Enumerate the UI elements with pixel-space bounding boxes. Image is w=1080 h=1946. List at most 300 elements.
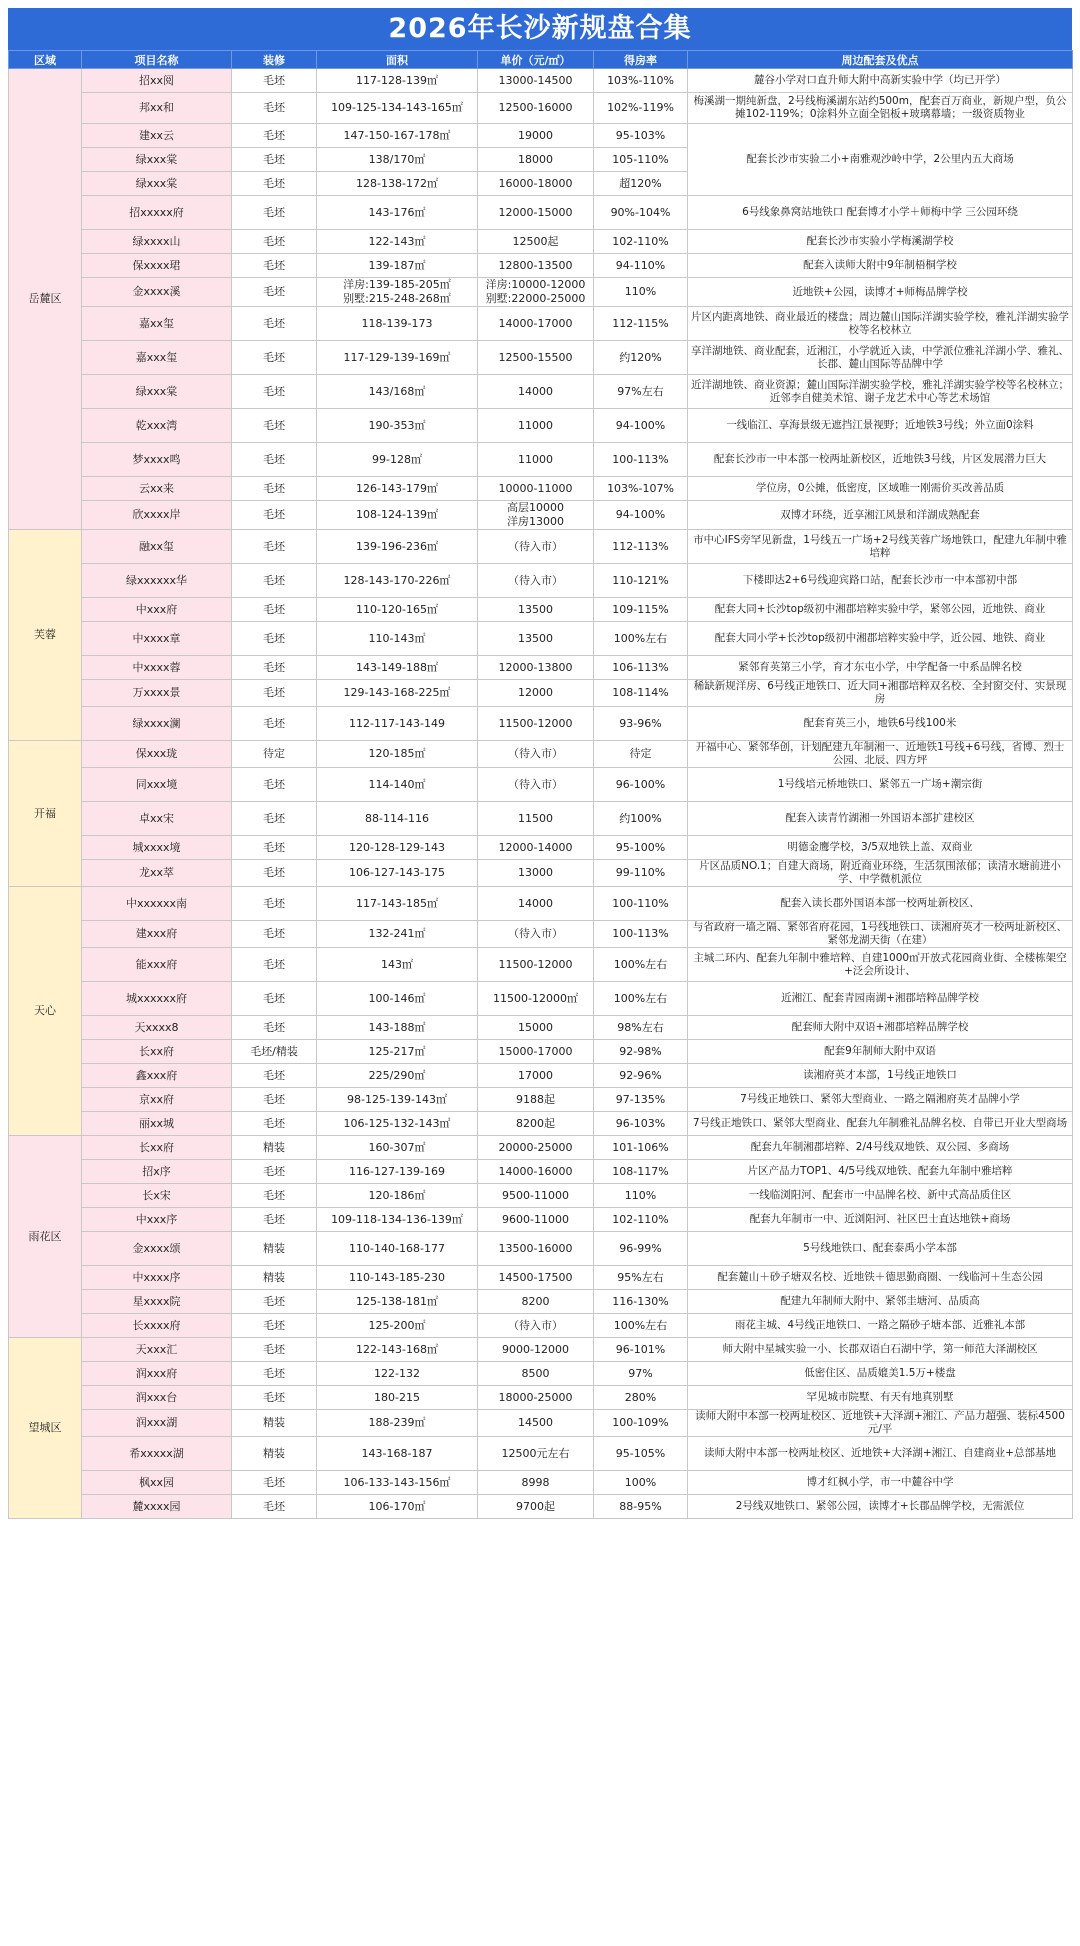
price-cell: 12000-15000 bbox=[478, 196, 594, 230]
ratio-cell: 100-109% bbox=[594, 1410, 688, 1437]
area-cell: 122-132 bbox=[317, 1362, 478, 1386]
decoration-cell: 毛坯 bbox=[232, 375, 317, 409]
price-cell: 13000-14500 bbox=[478, 69, 594, 93]
decoration-cell: 毛坯 bbox=[232, 680, 317, 707]
project-name-cell: 招x序 bbox=[82, 1160, 232, 1184]
listing-row bbox=[9, 1495, 1073, 1519]
decoration-cell: 毛坯 bbox=[232, 477, 317, 501]
project-name-cell: 能xxx府 bbox=[82, 948, 232, 982]
feature-cell: 罕见城市院墅、有天有地真别墅 bbox=[688, 1386, 1073, 1410]
ratio-cell: 95-105% bbox=[594, 1437, 688, 1471]
project-name-cell: 中xxx府 bbox=[82, 598, 232, 622]
feature-cell: 师大附中星城实验一小、长郡双语白石湖中学，第一师范大泽湖校区 bbox=[688, 1338, 1073, 1362]
price-cell: 19000 bbox=[478, 124, 594, 148]
price-cell: 11500 bbox=[478, 802, 594, 836]
listing-row bbox=[9, 1232, 1073, 1266]
price-cell: （待入市） bbox=[478, 1314, 594, 1338]
ratio-cell: 约100% bbox=[594, 802, 688, 836]
listing-row bbox=[9, 278, 1073, 307]
listing-row bbox=[9, 768, 1073, 802]
project-name-cell: 城xxxxxx府 bbox=[82, 982, 232, 1016]
listing-row bbox=[9, 1112, 1073, 1136]
project-name-cell: 丽xx城 bbox=[82, 1112, 232, 1136]
area-cell: 116-127-139-169 bbox=[317, 1160, 478, 1184]
area-cell: 99-128㎡ bbox=[317, 443, 478, 477]
decoration-cell: 毛坯 bbox=[232, 1386, 317, 1410]
decoration-cell: 毛坯 bbox=[232, 802, 317, 836]
region-cell: 芙蓉 bbox=[9, 530, 82, 741]
decoration-cell: 毛坯 bbox=[232, 860, 317, 887]
price-cell: 9600-11000 bbox=[478, 1208, 594, 1232]
ratio-cell: 108-117% bbox=[594, 1160, 688, 1184]
price-cell: 14000-17000 bbox=[478, 307, 594, 341]
listing-row bbox=[9, 341, 1073, 375]
project-name-cell: 长xxxx府 bbox=[82, 1314, 232, 1338]
project-name-cell: 长xx府 bbox=[82, 1136, 232, 1160]
project-name-cell: 润xxx湖 bbox=[82, 1410, 232, 1437]
price-cell: 14500-17500 bbox=[478, 1266, 594, 1290]
feature-cell: 配套麓山＋砂子塘双名校、近地铁＋德思勤商圈、一线临河＋生态公园 bbox=[688, 1266, 1073, 1290]
feature-cell: 配套长沙市实验二小+南雅观沙岭中学，2公里内五大商场 bbox=[688, 124, 1073, 196]
ratio-cell: 98%左右 bbox=[594, 1016, 688, 1040]
project-name-cell: 金xxxx溪 bbox=[82, 278, 232, 307]
ratio-cell: 超120% bbox=[594, 172, 688, 196]
header-project: 项目名称 bbox=[82, 51, 232, 69]
feature-cell: 7号线正地铁口、紧邻大型商业、一路之隔湘府英才品牌小学 bbox=[688, 1088, 1073, 1112]
ratio-cell: 92-98% bbox=[594, 1040, 688, 1064]
area-cell: 147-150-167-178㎡ bbox=[317, 124, 478, 148]
area-cell: 128-143-170-226㎡ bbox=[317, 564, 478, 598]
header-area: 面积 bbox=[317, 51, 478, 69]
feature-cell: 一线临浏阳河、配套市一中品牌名校、新中式高品质住区 bbox=[688, 1184, 1073, 1208]
feature-cell: 开福中心、紧邻华创，计划配建九年制湘一、近地铁1号线+6号线，省博、烈士公园、北辰、四方坪 bbox=[688, 741, 1073, 768]
feature-cell: 5号线地铁口、配套泰禹小学本部 bbox=[688, 1232, 1073, 1266]
listing-row bbox=[9, 860, 1073, 887]
price-cell: （待入市） bbox=[478, 741, 594, 768]
listing-row bbox=[9, 1290, 1073, 1314]
project-name-cell: 龙xx萃 bbox=[82, 860, 232, 887]
ratio-cell: 100-113% bbox=[594, 921, 688, 948]
listing-row bbox=[9, 254, 1073, 278]
project-name-cell: 保xxxx珺 bbox=[82, 254, 232, 278]
area-cell: 188-239㎡ bbox=[317, 1410, 478, 1437]
price-cell: 10000-11000 bbox=[478, 477, 594, 501]
price-cell: 11500-12000 bbox=[478, 707, 594, 741]
decoration-cell: 毛坯 bbox=[232, 278, 317, 307]
decoration-cell: 毛坯 bbox=[232, 254, 317, 278]
area-cell: 98-125-139-143㎡ bbox=[317, 1088, 478, 1112]
price-cell: 11000 bbox=[478, 409, 594, 443]
ratio-cell: 110-121% bbox=[594, 564, 688, 598]
feature-cell: 近湘江、配套青园南湖+湘郡培粹品牌学校 bbox=[688, 982, 1073, 1016]
area-cell: 122-143㎡ bbox=[317, 230, 478, 254]
decoration-cell: 精装 bbox=[232, 1136, 317, 1160]
area-cell: 143-176㎡ bbox=[317, 196, 478, 230]
ratio-cell: 103%-110% bbox=[594, 69, 688, 93]
decoration-cell: 毛坯/精装 bbox=[232, 1040, 317, 1064]
project-name-cell: 鑫xxx府 bbox=[82, 1064, 232, 1088]
ratio-cell: 100%左右 bbox=[594, 1314, 688, 1338]
price-cell: 12500-15500 bbox=[478, 341, 594, 375]
ratio-cell: 94-100% bbox=[594, 501, 688, 530]
decoration-cell: 精装 bbox=[232, 1266, 317, 1290]
project-name-cell: 建xx云 bbox=[82, 124, 232, 148]
ratio-cell: 97-135% bbox=[594, 1088, 688, 1112]
area-cell: 143-168-187 bbox=[317, 1437, 478, 1471]
feature-cell: 片区内距离地铁、商业最近的楼盘；周边麓山国际洋湖实验学校，雅礼洋湖实验学校等名校林立 bbox=[688, 307, 1073, 341]
price-cell: 15000-17000 bbox=[478, 1040, 594, 1064]
project-name-cell: 绿xxxxxx华 bbox=[82, 564, 232, 598]
listing-row bbox=[9, 1160, 1073, 1184]
listing-row bbox=[9, 948, 1073, 982]
listing-row bbox=[9, 836, 1073, 860]
listing-row bbox=[9, 707, 1073, 741]
ratio-cell: 100-113% bbox=[594, 443, 688, 477]
area-cell: 88-114-116 bbox=[317, 802, 478, 836]
header-decoration: 装修 bbox=[232, 51, 317, 69]
decoration-cell: 毛坯 bbox=[232, 1290, 317, 1314]
listing-row bbox=[9, 409, 1073, 443]
project-name-cell: 城xxxx境 bbox=[82, 836, 232, 860]
ratio-cell: 100% bbox=[594, 1471, 688, 1495]
decoration-cell: 毛坯 bbox=[232, 1314, 317, 1338]
decoration-cell: 毛坯 bbox=[232, 148, 317, 172]
area-cell: 114-140㎡ bbox=[317, 768, 478, 802]
sheet-title: 2026年长沙新规盘合集 bbox=[8, 8, 1072, 50]
decoration-cell: 毛坯 bbox=[232, 836, 317, 860]
project-name-cell: 云xx来 bbox=[82, 477, 232, 501]
project-name-cell: 天xxxx8 bbox=[82, 1016, 232, 1040]
region-cell: 岳麓区 bbox=[9, 69, 82, 530]
decoration-cell: 毛坯 bbox=[232, 1184, 317, 1208]
listing-row bbox=[9, 1208, 1073, 1232]
area-cell: 106-133-143-156㎡ bbox=[317, 1471, 478, 1495]
area-cell: 106-127-143-175 bbox=[317, 860, 478, 887]
decoration-cell: 精装 bbox=[232, 1410, 317, 1437]
project-name-cell: 建xxx府 bbox=[82, 921, 232, 948]
ratio-cell: 约120% bbox=[594, 341, 688, 375]
feature-cell: 配套长沙市实验小学梅溪湖学校 bbox=[688, 230, 1073, 254]
feature-cell: 1号线培元桥地铁口、紧邻五一广场+潮宗街 bbox=[688, 768, 1073, 802]
feature-cell: 配套育英三小，地铁6号线100米 bbox=[688, 707, 1073, 741]
project-name-cell: 天xxx汇 bbox=[82, 1338, 232, 1362]
region-cell: 望城区 bbox=[9, 1338, 82, 1519]
project-name-cell: 融xx玺 bbox=[82, 530, 232, 564]
area-cell: 110-140-168-177 bbox=[317, 1232, 478, 1266]
price-cell: 9000-12000 bbox=[478, 1338, 594, 1362]
listing-row bbox=[9, 1088, 1073, 1112]
decoration-cell: 毛坯 bbox=[232, 707, 317, 741]
listing-row bbox=[9, 230, 1073, 254]
project-name-cell: 金xxxx颂 bbox=[82, 1232, 232, 1266]
ratio-cell: 99-110% bbox=[594, 860, 688, 887]
feature-cell: 2号线双地铁口、紧邻公园，读博才+长郡品牌学校，无需派位 bbox=[688, 1495, 1073, 1519]
price-cell: 8998 bbox=[478, 1471, 594, 1495]
decoration-cell: 毛坯 bbox=[232, 230, 317, 254]
listing-table bbox=[8, 50, 1073, 1519]
price-cell: 9188起 bbox=[478, 1088, 594, 1112]
listing-row bbox=[9, 1471, 1073, 1495]
ratio-cell: 103%-107% bbox=[594, 477, 688, 501]
listing-row bbox=[9, 501, 1073, 530]
project-name-cell: 邦xx和 bbox=[82, 93, 232, 124]
ratio-cell: 116-130% bbox=[594, 1290, 688, 1314]
listing-row bbox=[9, 741, 1073, 768]
feature-cell: 读师大附中本部一校两址校区、近地铁+大泽湖+湘江、自建商业+总部基地 bbox=[688, 1437, 1073, 1471]
project-name-cell: 枫xx园 bbox=[82, 1471, 232, 1495]
ratio-cell: 109-115% bbox=[594, 598, 688, 622]
ratio-cell: 101-106% bbox=[594, 1136, 688, 1160]
listing-row bbox=[9, 1338, 1073, 1362]
decoration-cell: 毛坯 bbox=[232, 1064, 317, 1088]
area-cell: 117-128-139㎡ bbox=[317, 69, 478, 93]
ratio-cell: 94-100% bbox=[594, 409, 688, 443]
ratio-cell: 105-110% bbox=[594, 148, 688, 172]
project-name-cell: 嘉xxx玺 bbox=[82, 341, 232, 375]
decoration-cell: 毛坯 bbox=[232, 768, 317, 802]
header-price: 单价（元/㎡） bbox=[478, 51, 594, 69]
area-cell: 132-241㎡ bbox=[317, 921, 478, 948]
area-cell: 125-217㎡ bbox=[317, 1040, 478, 1064]
project-name-cell: 招xx阅 bbox=[82, 69, 232, 93]
ratio-cell: 待定 bbox=[594, 741, 688, 768]
area-cell: 120-128-129-143 bbox=[317, 836, 478, 860]
feature-cell: 读师大附中本部一校两址校区、近地铁+大泽湖+湘江、产品力超强、装标4500元/平 bbox=[688, 1410, 1073, 1437]
area-cell: 125-200㎡ bbox=[317, 1314, 478, 1338]
area-cell: 138/170㎡ bbox=[317, 148, 478, 172]
listing-row bbox=[9, 921, 1073, 948]
feature-cell: 博才红枫小学，市一中麓谷中学 bbox=[688, 1471, 1073, 1495]
listing-row bbox=[9, 1016, 1073, 1040]
price-cell: 8200起 bbox=[478, 1112, 594, 1136]
project-name-cell: 乾xxx湾 bbox=[82, 409, 232, 443]
area-cell: 109-118-134-136-139㎡ bbox=[317, 1208, 478, 1232]
decoration-cell: 毛坯 bbox=[232, 501, 317, 530]
listing-row bbox=[9, 93, 1073, 124]
area-cell: 180-215 bbox=[317, 1386, 478, 1410]
project-name-cell: 中xxx序 bbox=[82, 1208, 232, 1232]
price-cell: 8200 bbox=[478, 1290, 594, 1314]
decoration-cell: 毛坯 bbox=[232, 1362, 317, 1386]
area-cell: 120-186㎡ bbox=[317, 1184, 478, 1208]
decoration-cell: 毛坯 bbox=[232, 1016, 317, 1040]
listing-row bbox=[9, 1040, 1073, 1064]
price-cell: 14000 bbox=[478, 887, 594, 921]
project-name-cell: 万xxxx景 bbox=[82, 680, 232, 707]
project-name-cell: 润xxx台 bbox=[82, 1386, 232, 1410]
ratio-cell: 88-95% bbox=[594, 1495, 688, 1519]
region-cell: 雨花区 bbox=[9, 1136, 82, 1338]
decoration-cell: 毛坯 bbox=[232, 443, 317, 477]
project-name-cell: 同xxx境 bbox=[82, 768, 232, 802]
area-cell: 洋房:139-185-205㎡ 别墅:215-248-268㎡ bbox=[317, 278, 478, 307]
feature-cell: 配套大同小学+长沙top级初中湘郡培粹实验中学，近公园、地铁、商业 bbox=[688, 622, 1073, 656]
ratio-cell: 280% bbox=[594, 1386, 688, 1410]
feature-cell: 雨花主城、4号线正地铁口、一路之隔砂子塘本部、近雅礼本部 bbox=[688, 1314, 1073, 1338]
project-name-cell: 星xxxx院 bbox=[82, 1290, 232, 1314]
feature-cell: 麓谷小学对口直升师大附中高新实验中学（均已开学） bbox=[688, 69, 1073, 93]
feature-cell: 6号线象鼻窝站地铁口 配套博才小学＋师梅中学 三公园环绕 bbox=[688, 196, 1073, 230]
listing-row bbox=[9, 530, 1073, 564]
decoration-cell: 毛坯 bbox=[232, 1160, 317, 1184]
decoration-cell: 毛坯 bbox=[232, 196, 317, 230]
area-cell: 126-143-179㎡ bbox=[317, 477, 478, 501]
project-name-cell: 长x宋 bbox=[82, 1184, 232, 1208]
feature-cell: 一线临江、享海景级无遮挡江景视野；近地铁3号线；外立面0涂料 bbox=[688, 409, 1073, 443]
listing-row bbox=[9, 443, 1073, 477]
project-name-cell: 卓xx宋 bbox=[82, 802, 232, 836]
listing-row bbox=[9, 307, 1073, 341]
header-ratio: 得房率 bbox=[594, 51, 688, 69]
price-cell: 9500-11000 bbox=[478, 1184, 594, 1208]
area-cell: 117-129-139-169㎡ bbox=[317, 341, 478, 375]
price-cell: 12000-13800 bbox=[478, 656, 594, 680]
feature-cell: 梅溪湖一期纯新盘，2号线梅溪湖东站约500m，配套百万商业，新规户型，负公摊102-119%；0涂料外立面全铝板+玻璃幕墙；一级资质物业 bbox=[688, 93, 1073, 124]
ratio-cell: 100-110% bbox=[594, 887, 688, 921]
listing-row bbox=[9, 656, 1073, 680]
decoration-cell: 待定 bbox=[232, 741, 317, 768]
area-cell: 108-124-139㎡ bbox=[317, 501, 478, 530]
project-name-cell: 中xxxx序 bbox=[82, 1266, 232, 1290]
decoration-cell: 毛坯 bbox=[232, 93, 317, 124]
decoration-cell: 毛坯 bbox=[232, 530, 317, 564]
area-cell: 139-196-236㎡ bbox=[317, 530, 478, 564]
project-name-cell: 绿xxx棠 bbox=[82, 375, 232, 409]
price-cell: 14000 bbox=[478, 375, 594, 409]
listing-row bbox=[9, 1266, 1073, 1290]
decoration-cell: 毛坯 bbox=[232, 948, 317, 982]
ratio-cell: 110% bbox=[594, 278, 688, 307]
feature-cell: 配套长沙市一中本部一校两址新校区，近地铁3号线，片区发展潜力巨大 bbox=[688, 443, 1073, 477]
feature-cell: 片区产品力TOP1、4/5号线双地铁、配套九年制中雅培粹 bbox=[688, 1160, 1073, 1184]
ratio-cell: 100%左右 bbox=[594, 622, 688, 656]
area-cell: 143/168㎡ bbox=[317, 375, 478, 409]
ratio-cell: 112-115% bbox=[594, 307, 688, 341]
area-cell: 129-143-168-225㎡ bbox=[317, 680, 478, 707]
listing-row bbox=[9, 680, 1073, 707]
decoration-cell: 毛坯 bbox=[232, 1338, 317, 1362]
decoration-cell: 毛坯 bbox=[232, 124, 317, 148]
project-name-cell: 润xxx府 bbox=[82, 1362, 232, 1386]
decoration-cell: 毛坯 bbox=[232, 1088, 317, 1112]
feature-cell: 市中心IFS旁罕见新盘，1号线五一广场+2号线芙蓉广场地铁口，配建九年制中雅培粹 bbox=[688, 530, 1073, 564]
ratio-cell: 97%左右 bbox=[594, 375, 688, 409]
listing-row bbox=[9, 1437, 1073, 1471]
decoration-cell: 毛坯 bbox=[232, 656, 317, 680]
project-name-cell: 希xxxxx湖 bbox=[82, 1437, 232, 1471]
price-cell: 高层10000 洋房13000 bbox=[478, 501, 594, 530]
listing-row bbox=[9, 196, 1073, 230]
area-cell: 100-146㎡ bbox=[317, 982, 478, 1016]
ratio-cell: 96-99% bbox=[594, 1232, 688, 1266]
feature-cell: 主城二环内、配套九年制中雅培粹、自建1000㎡开放式花园商业街、全楼栋架空+泛会所设计、 bbox=[688, 948, 1073, 982]
decoration-cell: 毛坯 bbox=[232, 1471, 317, 1495]
decoration-cell: 毛坯 bbox=[232, 1208, 317, 1232]
listing-row bbox=[9, 1136, 1073, 1160]
feature-cell: 配套九年制市一中、近浏阳河、社区巴士直达地铁+商场 bbox=[688, 1208, 1073, 1232]
ratio-cell: 96-101% bbox=[594, 1338, 688, 1362]
price-cell: 17000 bbox=[478, 1064, 594, 1088]
price-cell: 11000 bbox=[478, 443, 594, 477]
listing-row bbox=[9, 622, 1073, 656]
listing-row bbox=[9, 982, 1073, 1016]
area-cell: 110-143㎡ bbox=[317, 622, 478, 656]
price-cell: （待入市） bbox=[478, 530, 594, 564]
feature-cell: 配套入读长郡外国语本部一校两址新校区、 bbox=[688, 887, 1073, 921]
feature-cell: 紧邻育英第三小学，育才东屯小学，中学配备一中系品牌名校 bbox=[688, 656, 1073, 680]
price-cell: （待入市） bbox=[478, 768, 594, 802]
area-cell: 128-138-172㎡ bbox=[317, 172, 478, 196]
area-cell: 118-139-173 bbox=[317, 307, 478, 341]
price-cell: 14500 bbox=[478, 1410, 594, 1437]
ratio-cell: 96-100% bbox=[594, 768, 688, 802]
decoration-cell: 毛坯 bbox=[232, 622, 317, 656]
listing-row bbox=[9, 124, 1073, 148]
ratio-cell: 95-100% bbox=[594, 836, 688, 860]
decoration-cell: 毛坯 bbox=[232, 409, 317, 443]
ratio-cell: 112-113% bbox=[594, 530, 688, 564]
area-cell: 139-187㎡ bbox=[317, 254, 478, 278]
project-name-cell: 嘉xx玺 bbox=[82, 307, 232, 341]
price-cell: 14000-16000 bbox=[478, 1160, 594, 1184]
feature-cell: 稀缺新规洋房、6号线正地铁口、近大同+湘郡培粹双名校、全封窗交付、实景现房 bbox=[688, 680, 1073, 707]
feature-cell: 配套大同+长沙top级初中湘郡培粹实验中学，紧邻公园，近地铁、商业 bbox=[688, 598, 1073, 622]
price-cell: （待入市） bbox=[478, 564, 594, 598]
price-cell: 13500-16000 bbox=[478, 1232, 594, 1266]
feature-cell: 近洋湖地铁、商业资源；麓山国际洋湖实验学校，雅礼洋湖实验学校等名校林立；近邻李自健美术馆、谢子龙艺术中心等艺术场馆 bbox=[688, 375, 1073, 409]
listing-row bbox=[9, 1314, 1073, 1338]
feature-cell: 低密住区、品质媲美1.5万+楼盘 bbox=[688, 1362, 1073, 1386]
price-cell: 洋房:10000-12000 别墅:22000-25000 bbox=[478, 278, 594, 307]
project-name-cell: 绿xxxx澜 bbox=[82, 707, 232, 741]
header-row bbox=[9, 51, 1073, 69]
decoration-cell: 毛坯 bbox=[232, 564, 317, 598]
listing-row bbox=[9, 802, 1073, 836]
price-cell: 18000-25000 bbox=[478, 1386, 594, 1410]
listing-row bbox=[9, 1362, 1073, 1386]
project-name-cell: 麓xxxx园 bbox=[82, 1495, 232, 1519]
header-features: 周边配套及优点 bbox=[688, 51, 1073, 69]
ratio-cell: 95-103% bbox=[594, 124, 688, 148]
listing-row bbox=[9, 1410, 1073, 1437]
ratio-cell: 102-110% bbox=[594, 230, 688, 254]
feature-cell: 下楼即达2+6号线迎宾路口站，配套长沙市一中本部初中部 bbox=[688, 564, 1073, 598]
project-name-cell: 中xxxx章 bbox=[82, 622, 232, 656]
feature-cell: 配建九年制师大附中、紧邻圭塘河、品质高 bbox=[688, 1290, 1073, 1314]
ratio-cell: 95%左右 bbox=[594, 1266, 688, 1290]
ratio-cell: 96-103% bbox=[594, 1112, 688, 1136]
ratio-cell: 94-110% bbox=[594, 254, 688, 278]
listing-row bbox=[9, 477, 1073, 501]
price-cell: 9700起 bbox=[478, 1495, 594, 1519]
ratio-cell: 93-96% bbox=[594, 707, 688, 741]
price-cell: 20000-25000 bbox=[478, 1136, 594, 1160]
price-cell: 12000 bbox=[478, 680, 594, 707]
decoration-cell: 精装 bbox=[232, 1232, 317, 1266]
price-cell: （待入市） bbox=[478, 921, 594, 948]
feature-cell: 享洋湖地铁、商业配套，近湘江，小学就近入读，中学派位雅礼洋湖小学、雅礼、长郡、麓山国际等品牌中学 bbox=[688, 341, 1073, 375]
area-cell: 117-143-185㎡ bbox=[317, 887, 478, 921]
project-name-cell: 绿xxxx山 bbox=[82, 230, 232, 254]
ratio-cell: 102-110% bbox=[594, 1208, 688, 1232]
ratio-cell: 100%左右 bbox=[594, 982, 688, 1016]
feature-cell: 与省政府一墙之隔、紧邻省府花园，1号线地铁口、读湘府英才一校两址新校区、紧邻龙湖天街（在建） bbox=[688, 921, 1073, 948]
listing-row bbox=[9, 1386, 1073, 1410]
project-name-cell: 京xx府 bbox=[82, 1088, 232, 1112]
decoration-cell: 毛坯 bbox=[232, 598, 317, 622]
decoration-cell: 毛坯 bbox=[232, 172, 317, 196]
decoration-cell: 毛坯 bbox=[232, 307, 317, 341]
